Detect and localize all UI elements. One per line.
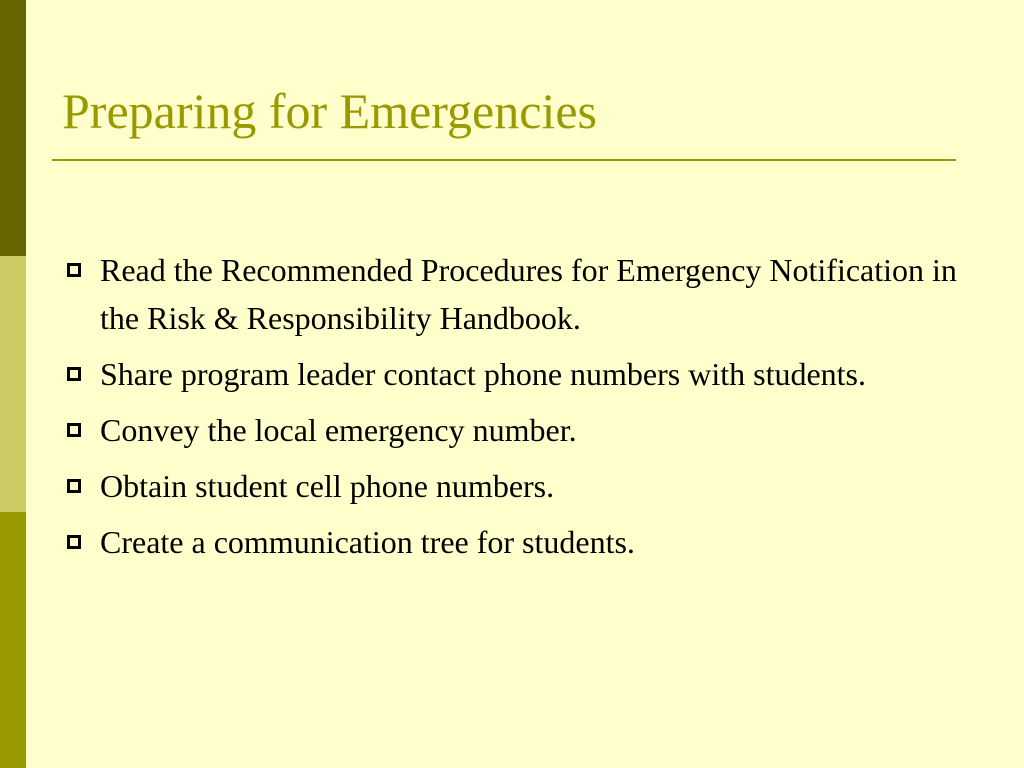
slide-title: Preparing for Emergencies (62, 83, 597, 139)
hollow-square-bullet-icon (67, 263, 81, 277)
hollow-square-bullet-icon (67, 367, 81, 381)
bullet-item (62, 350, 962, 398)
bullet-text: Convey the local emergency number. (100, 412, 577, 448)
bullet-text: Share program leader contact phone numbers with students. (100, 356, 866, 392)
sidebar-stripe-middle (0, 256, 26, 512)
title-underline (52, 159, 956, 161)
sidebar-stripe-bottom (0, 512, 26, 768)
sidebar-stripe-top (0, 0, 26, 256)
hollow-square-bullet-icon (67, 535, 81, 549)
bullet-text: Create a communication tree for students. (100, 524, 635, 560)
hollow-square-bullet-icon (67, 479, 81, 493)
bullet-text: Read the Recommended Procedures for Emergency Notification in the Risk & Responsibility Handbook. (100, 252, 957, 336)
bullet-list (62, 246, 962, 574)
bullet-item (62, 246, 962, 342)
bullet-text: Obtain student cell phone numbers. (100, 468, 555, 504)
bullet-item (62, 518, 962, 566)
bullet-item (62, 406, 962, 454)
bullet-item (62, 462, 962, 510)
hollow-square-bullet-icon (67, 423, 81, 437)
